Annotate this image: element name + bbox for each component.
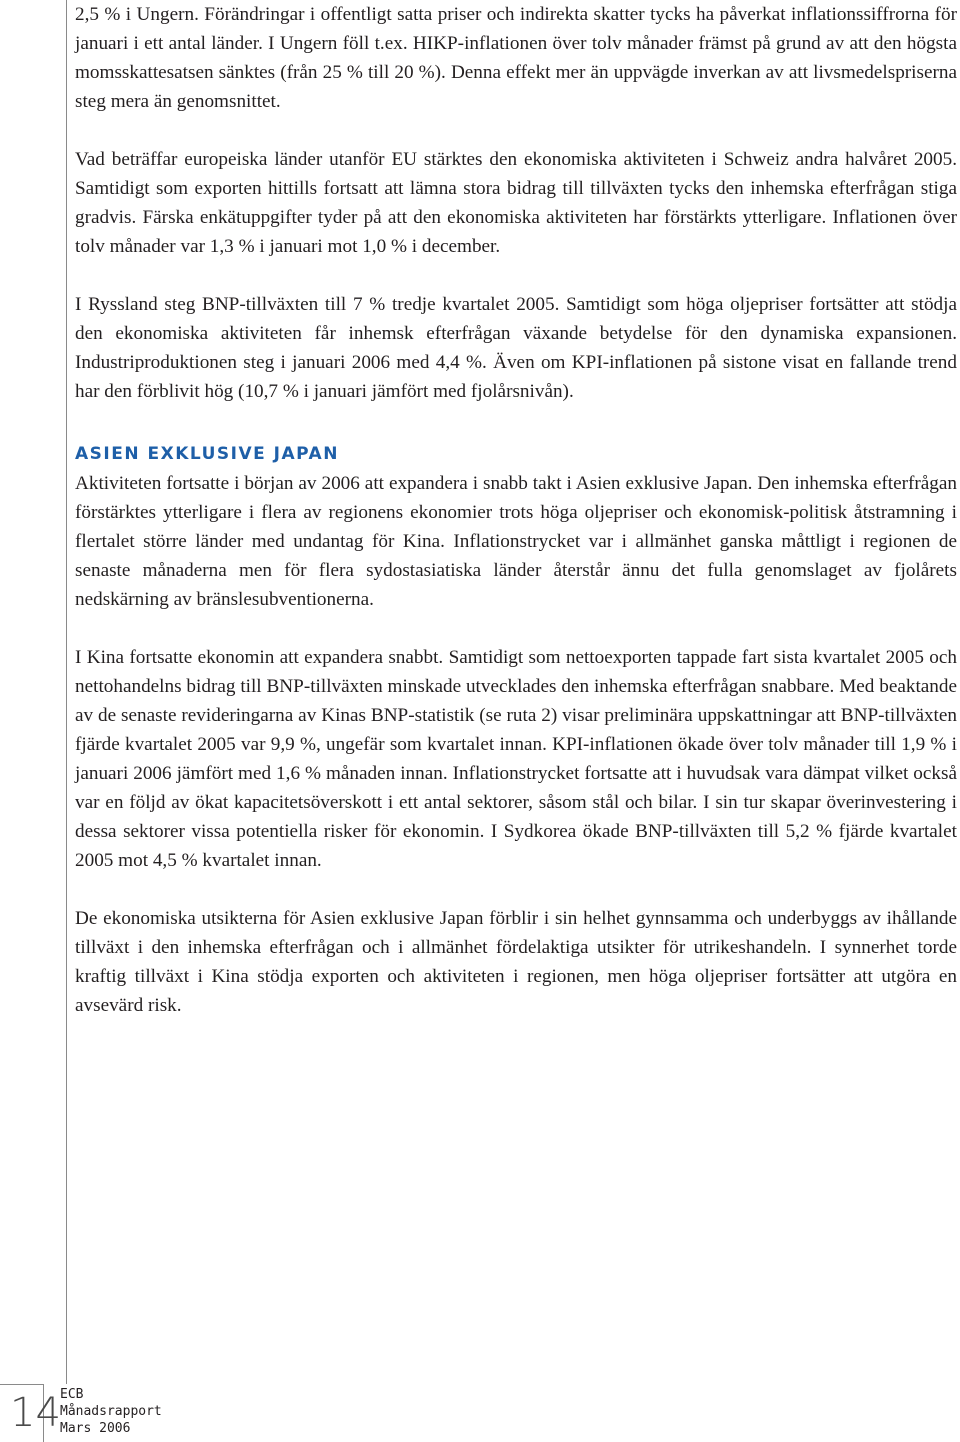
section-heading-asia: ASIEN EXKLUSIVE JAPAN	[75, 444, 339, 464]
paragraph-asia-outlook: De ekonomiska utsikterna för Asien exklusive Japan förblir i sin helhet gynnsamma och underbyggs av ihållande tillväxt i den inhemska efterfrågan och i allmänhet fördelaktiga utsikter för utrikeshandeln. I synnerhet torde kraftig tillväxt i Kina stödja exporten och aktiviteten i regionen, men höga oljepriser fortsätter att utgöra en avsevärd risk.	[75, 908, 957, 1016]
paragraph-hungary-inflation: 2,5 % i Ungern. Förändringar i offentligt satta priser och indirekta skatter tycks ha påverkat inflationssiffrorna för januari i ett antal länder. I Ungern föll t.ex. HIKP-inflationen över tolv månader främst på grund av att den högsta momsskattesatsen sänktes (från 25 % till 20 %). Denna effekt mer än uppvägde inverkan av att livsmedelspriserna steg mera än genomsnittet.	[75, 4, 957, 112]
page-number: 14	[10, 1390, 61, 1436]
paragraph-asia-overview: Aktiviteten fortsatte i början av 2006 att expandera i snabb takt i Asien exklusive Japan. Den inhemska efterfrågan förstärktes ytterligare i flera av regionens ekonomier trots höga oljepriser och ekonomisk-politisk åtstramning i flertalet större länder med undantag för Kina. Inflationstrycket var i allmänhet ganska måttligt i regionen de senaste månaderna men för flera sydostasiatiska länder återstår ännu det fulla genomslaget av fjolårets nedskärning av bränslesubventionerna.	[75, 473, 957, 610]
footer-publication: Månadsrapport	[60, 1404, 162, 1419]
footer-issue: Mars 2006	[60, 1421, 131, 1436]
footer-publisher: ECB	[60, 1387, 84, 1402]
page-content	[75, 0, 957, 1020]
paragraph-europe-non-eu: Vad beträffar europeiska länder utanför EU stärktes den ekonomiska aktiviteten i Schweiz andra halvåret 2005. Samtidigt som exporten hittills fortsatt att lämna stora bidrag till tillväxten tycks den inhemska efterfrågan stiga gradvis. Färska enkätuppgifter tyder på att den ekonomiska aktiviteten har förstärkts ytterligare. Inflationen över tolv månader var 1,3 % i januari mot 1,0 % i december.	[75, 149, 957, 257]
left-margin-rule	[66, 0, 67, 1384]
paragraph-russia: I Ryssland steg BNP-tillväxten till 7 % tredje kvartalet 2005. Samtidigt som höga oljepriser fortsätter att stödja den ekonomiska aktiviteten får inhemsk efterfrågan växande betydelse för den dynamiska expansionen. Industriproduktionen steg i januari 2006 med 4,4 %. Även om KPI-inflationen på sistone visat en fallande trend har den förblivit hög (10,7 % i januari jämfört med fjolårsnivån).	[75, 294, 957, 402]
footer-publication-info	[60, 1386, 162, 1437]
paragraph-china: I Kina fortsatte ekonomin att expandera snabbt. Samtidigt som nettoexporten tappade fart sista kvartalet 2005 och nettohandelns bidrag till BNP-tillväxten minskade utvecklades den inhemska efterfrågan snabbare. Med beaktande av de senaste revideringarna av Kinas BNP-statistik (se ruta 2) visar preliminära uppskattningar att BNP-tillväxten fjärde kvartalet 2005 var 9,9 %, ungefär som kvartalet innan. KPI-inflationen ökade över tolv månader till 1,9 % i januari 2006 jämfört med 1,6 % månaden innan. Inflationstrycket fortsatte att i huvudsak vara dämpat vilket också var en följd av ökat kapacitetsöverskott i ett antal sektorer, såsom stål och bilar. I sin tur skapar överinvestering i dessa sektorer vissa potentiella risker för ekonomin. I Sydkorea ökade BNP-tillväxten till 5,2 % fjärde kvartalet 2005 mot 4,5 % kvartalet innan.	[75, 647, 957, 871]
